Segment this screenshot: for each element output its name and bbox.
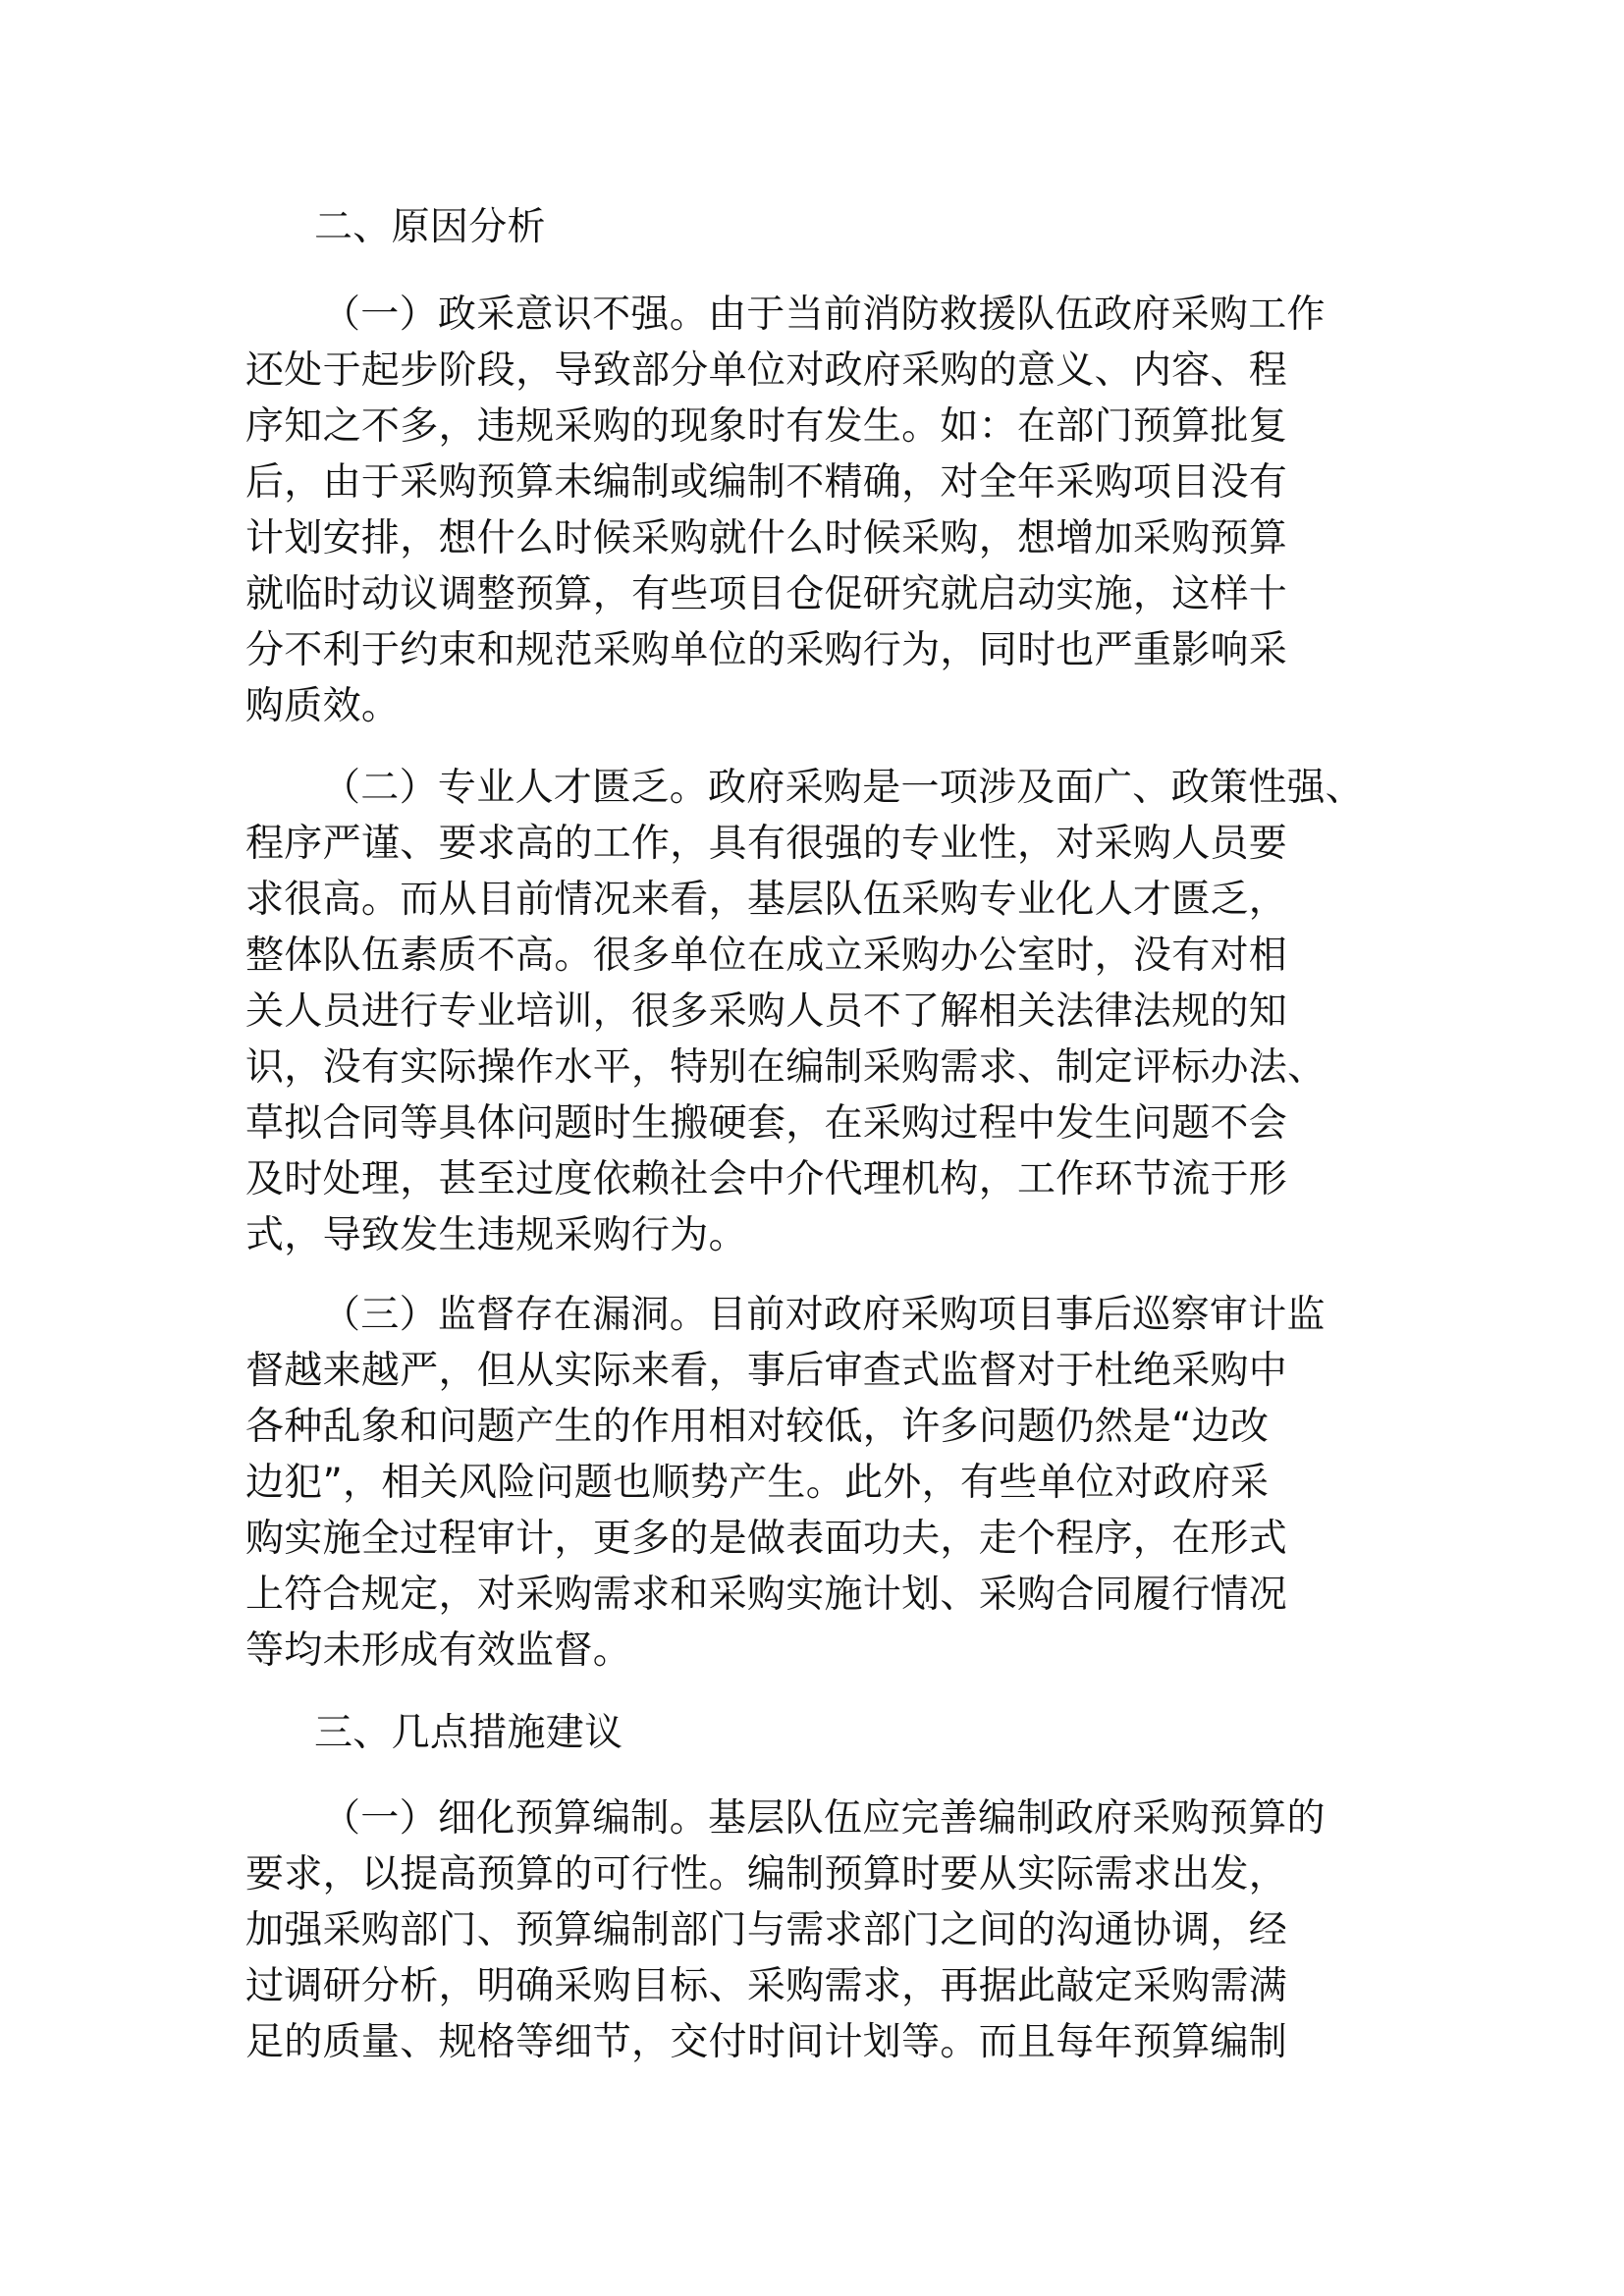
paragraph-line: 督越来越严，但从实际来看，事后审查式监督对于杜绝采购中	[245, 1349, 1288, 1393]
paragraph-line: 购实施全过程审计，更多的是做表面功夫，走个程序，在形式	[245, 1517, 1288, 1561]
paragraph-line: 购质效。	[245, 684, 401, 728]
paragraph-line: 各种乱象和问题产生的作用相对较低，许多问题仍然是“边改	[245, 1405, 1270, 1449]
paragraph-line: 程序严谨、要求高的工作，具有很强的专业性，对采购人员要	[245, 822, 1288, 866]
paragraph-line: 求很高。而从目前情况来看，基层队伍采购专业化人才匮乏，	[245, 878, 1288, 922]
paragraph-line: 整体队伍素质不高。很多单位在成立采购办公室时，没有对相	[245, 934, 1288, 978]
paragraph-line: 加强采购部门、预算编制部门与需求部门之间的沟通协调，经	[245, 1908, 1288, 1952]
paragraph-line: 就临时动议调整预算，有些项目仓促研究就启动实施，这样十	[245, 572, 1288, 616]
paragraph-line: 序知之不多，违规采购的现象时有发生。如：在部门预算批复	[245, 404, 1288, 449]
paragraph-line: 等均未形成有效监督。	[245, 1629, 632, 1673]
paragraph-line: 后，由于采购预算未编制或编制不精确，对全年采购项目没有	[245, 460, 1288, 505]
paragraph-line: 要求，以提高预算的可行性。编制预算时要从实际需求出发，	[245, 1852, 1288, 1896]
paragraph-line: 识，没有实际操作水平，特别在编制采购需求、制定评标办法、	[245, 1045, 1326, 1090]
paragraph-line: 足的质量、规格等细节，交付时间计划等。而且每年预算编制	[245, 2020, 1288, 2064]
paragraph-2-3	[245, 1287, 1375, 1679]
paragraph-line: 计划安排，想什么时候采购就什么时候采购，想增加采购预算	[245, 516, 1288, 561]
heading-text: 三、几点措施建议	[314, 1711, 623, 1755]
paragraph-line: 还处于起步阶段，导致部分单位对政府采购的意义、内容、程	[245, 348, 1288, 393]
paragraph-line: 上符合规定，对采购需求和采购实施计划、采购合同履行情况	[245, 1573, 1288, 1617]
paragraph-3-1	[245, 1790, 1375, 2070]
paragraph-line: （二）专业人才匮乏。政府采购是一项涉及面广、政策性强、	[322, 766, 1365, 810]
paragraph-2-2	[245, 760, 1375, 1263]
paragraph-line: 关人员进行专业培训，很多采购人员不了解相关法律法规的知	[245, 989, 1288, 1034]
paragraph-line: 边犯”，相关风险问题也顺势产生。此外，有些单位对政府采	[245, 1461, 1270, 1505]
section-heading-2	[245, 199, 1443, 255]
paragraph-2-1	[245, 287, 1375, 734]
section-heading-3	[245, 1705, 1443, 1761]
paragraph-line: 草拟合同等具体问题时生搬硬套，在采购过程中发生问题不会	[245, 1101, 1288, 1146]
paragraph-line: （三）监督存在漏洞。目前对政府采购项目事后巡察审计监	[322, 1293, 1326, 1337]
paragraph-line: 过调研分析，明确采购目标、采购需求，再据此敲定采购需满	[245, 1964, 1288, 2008]
paragraph-line: 及时处理，甚至过度依赖社会中介代理机构，工作环节流于形	[245, 1157, 1288, 1201]
paragraph-line: （一）细化预算编制。基层队伍应完善编制政府采购预算的	[322, 1796, 1326, 1841]
heading-text: 二、原因分析	[314, 205, 546, 249]
paragraph-line: （一）政采意识不强。由于当前消防救援队伍政府采购工作	[322, 293, 1326, 337]
paragraph-line: 分不利于约束和规范采购单位的采购行为，同时也严重影响采	[245, 628, 1288, 672]
paragraph-line: 式，导致发生违规采购行为。	[245, 1213, 747, 1257]
